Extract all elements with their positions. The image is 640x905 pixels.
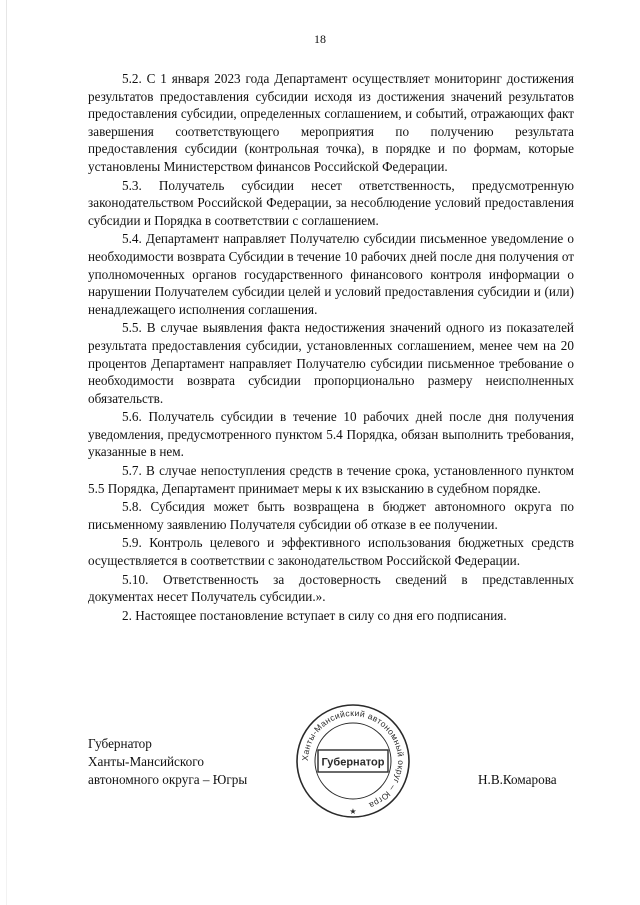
seal-ring-text: Ханты-Мансийский автономный округ – Югра	[299, 707, 407, 811]
document-body	[88, 70, 574, 625]
page-number: 18	[314, 32, 326, 46]
official-seal-stamp	[294, 702, 412, 820]
signatory-title-line-1: Губернатор	[88, 736, 152, 751]
signatory-title	[88, 735, 247, 789]
paragraph-5-9: 5.9. Контроль целевого и эффективного использования бюджетных средств осуществляется в соответствии с законодательством Российской Федерации.	[88, 535, 574, 569]
paragraph-5-2: 5.2. С 1 января 2023 года Департамент осуществляет мониторинг достижения результатов предоставления субсидии исходя из достижения значений результатов предоставления субсидии, определенных соглашением, и событий, отражающих факт завершения соответствующего мероприятия по получению результата предоставления субсидии (контрольная точка), в порядке и по формам, которые установлены Министерством финансов Российской Федерации.	[88, 71, 574, 174]
paragraph-5-10: 5.10. Ответственность за достоверность сведений в представленных документах несет Получатель субсидии.».	[88, 571, 574, 605]
paragraph-5-5: 5.5. В случае выявления факта недостижения значений одного из показателей результата предоставления субсидии, установленных соглашением, менее чем на 20 процентов Департамент направляет Получателю субсидии письменное требование о необходимости возврата субсидии пропорционально размеру неисполненных обязательств.	[88, 320, 574, 406]
signatory-title-line-2: Ханты-Мансийского	[88, 754, 204, 769]
seal-center-text: Губернатор	[321, 756, 385, 769]
seal-star-icon: ★	[349, 807, 357, 816]
paragraph-5-8: 5.8. Субсидия может быть возвращена в бюджет автономного округа по письменному заявлению Получателя субсидии об отказе в ее получении.	[88, 499, 574, 532]
paragraph-2-effective-date: 2. Настоящее постановление вступает в силу со дня его подписания.	[122, 607, 507, 623]
paragraph-5-3: 5.3. Получатель субсидии несет ответственность, предусмотренную законодательством Российской Федерации, за несоблюдение условий предоставления субсидии и Порядка в соответствии с соглашением.	[88, 177, 574, 228]
paragraph-5-7: 5.7. В случае непоступления средств в течение срока, установленного пунктом 5.5 Порядка, Департамент принимает меры к их взысканию в судебном порядке.	[88, 463, 574, 496]
signatory-title-line-3: автономного округа – Югры	[88, 772, 248, 787]
scan-edge-line	[6, 0, 7, 905]
paragraph-5-4: 5.4. Департамент направляет Получателю субсидии письменное уведомление о необходимости возврата Субсидии в течение 10 рабочих дней после дня получения от уполномоченных органов государственного финансового контроля информации о нарушении Получателем субсидии целей и условий предоставления субсидии и (или) ненадлежащего исполнения соглашения.	[88, 231, 574, 317]
signatory-name: Н.В.Комарова	[478, 772, 557, 787]
paragraph-5-6: 5.6. Получатель субсидии в течение 10 рабочих дней после дня получения уведомления, предусмотренного пунктом 5.4 Порядка, обязан выполнить требования, указанные в нем.	[88, 409, 574, 460]
